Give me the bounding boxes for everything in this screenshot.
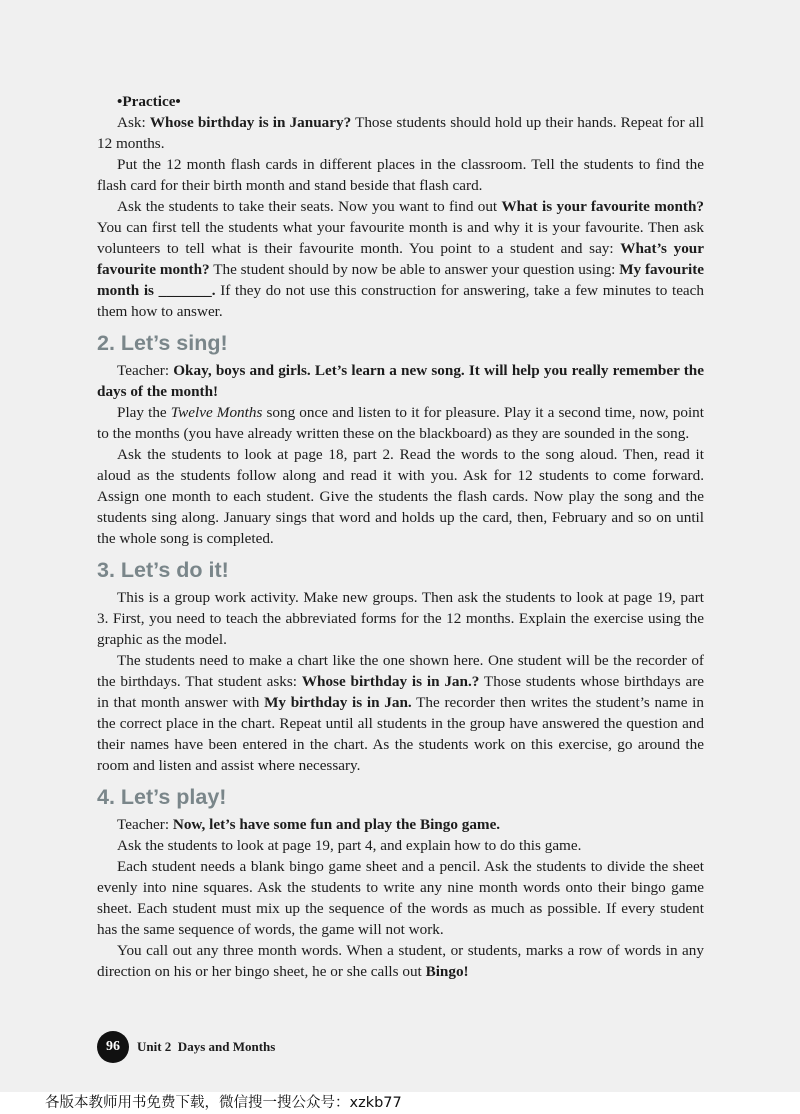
bold-text: Whose birthday is in Jan.? <box>301 673 480 690</box>
bold-text: Whose birthday is in January? <box>149 114 352 131</box>
text-run: Teacher: <box>117 362 174 379</box>
text-run: You can first tell the students what your favourite month is and why it is your favourite. Then ask volunteers to tell what is their favourite month. You point to a student and say: <box>97 219 704 257</box>
practice-heading <box>97 91 704 112</box>
paragraph <box>97 835 704 856</box>
paragraph <box>97 444 704 549</box>
text-run: Ask the students to look at page 19, part 4, and explain how to do this game. <box>117 837 582 854</box>
paragraph <box>97 856 704 940</box>
text-run: You call out any three month words. When a student, or students, marks a row of words in any direction on his or her bingo sheet, he or she calls out <box>97 942 704 980</box>
bold-text: Now, let’s have some fun and play the Bingo game. <box>172 816 501 833</box>
text-run: Each student needs a blank bingo game sheet and a pencil. Ask the students to divide the sheet evenly into nine squares. Ask the students to write any nine month words onto their bingo game sheet. Each student must mix up the sequence of the words as much as possible. If every student has the same sequence of words, the game will not work. <box>97 858 704 938</box>
page-content <box>97 91 704 982</box>
text-run: song once and listen to it for pleasure. Play it a second time, now, point to the months (you have already written these on the blackboard) as they are sounded in the song. <box>97 404 704 442</box>
text-run: Those students whose birthdays are in that month answer with <box>97 673 704 711</box>
bold-text: What’s your favourite month? <box>97 240 704 278</box>
text-run: Those students should hold up their hands. Repeat for all 12 months. <box>97 114 704 152</box>
paragraph <box>97 154 704 196</box>
italic-text: Twelve Months <box>170 404 263 421</box>
paragraph <box>97 360 704 402</box>
bold-text: •Practice• <box>117 93 181 110</box>
section-heading <box>97 557 704 583</box>
paragraph <box>97 814 704 835</box>
section-heading <box>97 330 704 356</box>
section-heading <box>97 784 704 810</box>
text-run: 2. Let’s sing! <box>97 331 228 355</box>
download-notice: 各版本教师用书免费下载，微信搜一搜公众号：xzkb77 <box>45 1095 402 1111</box>
paragraph <box>97 650 704 776</box>
text-run: 4. Let’s play! <box>97 785 227 809</box>
text-run: Ask the students to look at page 18, part 2. Read the words to the song aloud. Then, read it aloud as the students follow along and read it with you. Ask for 12 students to come forward. Assign one month to each student. Give the students the flash cards. Now play the song and the students sing along. January sings that word and holds up the card, then, February and so on until the whole song is completed. <box>97 446 704 547</box>
text-run: The recorder then writes the student’s name in the correct place in the chart. Repeat until all students in the group have answered the question and their names have been entered in the chart. As the students work on this exercise, go around the room and listen and assist where necessary. <box>97 694 704 774</box>
text-run: The students need to make a chart like the one shown here. One student will be the recorder of the birthdays. That student asks: <box>97 652 704 690</box>
paragraph <box>97 112 704 154</box>
paragraph <box>97 587 704 650</box>
text-run: If they do not use this construction for answering, take a few minutes to teach them how to answer. <box>97 282 705 320</box>
paragraph <box>97 402 704 444</box>
text-run: Ask the students to take their seats. Now you want to find out <box>117 198 502 215</box>
bold-text: My birthday is in Jan. <box>264 694 412 711</box>
text-run: Put the 12 month flash cards in different places in the classroom. Tell the students to find the flash card for their birth month and stand beside that flash card. <box>97 156 704 194</box>
bold-text: Okay, boys and girls. Let’s learn a new song. It will help you really remember the days of the month! <box>97 362 704 400</box>
page-number-badge: 96 <box>97 1031 129 1063</box>
bold-text: Bingo! <box>425 963 469 980</box>
paragraph <box>97 196 704 322</box>
running-title: Unit 2 Days and Months <box>137 1039 276 1054</box>
bold-text: My favourite month is _______. <box>97 261 704 299</box>
paragraph <box>97 940 704 982</box>
text-run: Teacher: <box>117 816 173 833</box>
text-run: This is a group work activity. Make new groups. Then ask the students to look at page 19, part 3. First, you need to teach the abbreviated forms for the 12 months. Explain the exercise using the graphic as the model. <box>97 589 704 648</box>
text-run: Play the <box>117 404 171 421</box>
bold-text: What is your favourite month? <box>501 198 704 215</box>
text-run: 3. Let’s do it! <box>97 558 229 582</box>
text-run: Ask: <box>117 114 150 131</box>
text-run: The student should by now be able to answer your question using: <box>209 261 620 278</box>
download-notice-strip <box>0 1092 800 1114</box>
